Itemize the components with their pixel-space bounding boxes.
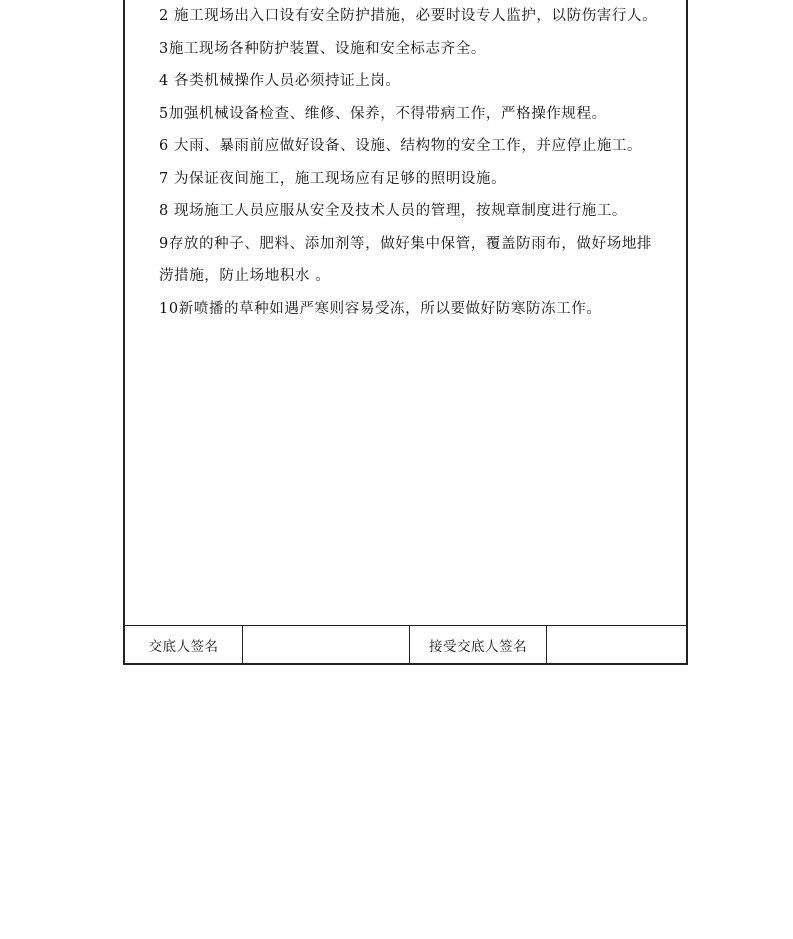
discloser-signature-label: 交底人签名: [125, 626, 243, 664]
list-item: 8 现场施工人员应服从安全及技术人员的管理，按规章制度进行施工。: [159, 203, 628, 219]
list-item-continuation: 涝措施，防止场地积水 。: [159, 268, 331, 284]
receiver-signature-field[interactable]: [547, 626, 686, 664]
list-item: 4 各类机械操作人员必须持证上岗。: [159, 73, 401, 89]
list-item: 6 大雨、暴雨前应做好设备、设施、结构物的安全工作，并应停止施工。: [159, 138, 643, 154]
discloser-signature-field[interactable]: [243, 626, 410, 664]
list-item: 3施工现场各种防护装置、设施和安全标志齐全。: [159, 40, 486, 57]
list-item: 5加强机械设备检查、维修、保养，不得带病工作，严格操作规程。: [159, 105, 607, 122]
list-item: 10新喷播的草种如遇严寒则容易受冻，所以要做好防寒防冻工作。: [159, 300, 602, 317]
signature-row: [125, 625, 686, 664]
safety-measures-list: [159, 5, 689, 330]
receiver-signature-label: 接受交底人签名: [410, 626, 547, 664]
list-item: 7 为保证夜间施工，施工现场应有足够的照明设施。: [159, 170, 507, 187]
list-item: 2 施工现场出入口设有安全防护措施，必要时设专人监护，以防伤害行人。: [159, 8, 658, 24]
list-item: 9存放的种子、肥料、添加剂等，做好集中保管，覆盖防雨布，做好场地排: [159, 235, 653, 252]
